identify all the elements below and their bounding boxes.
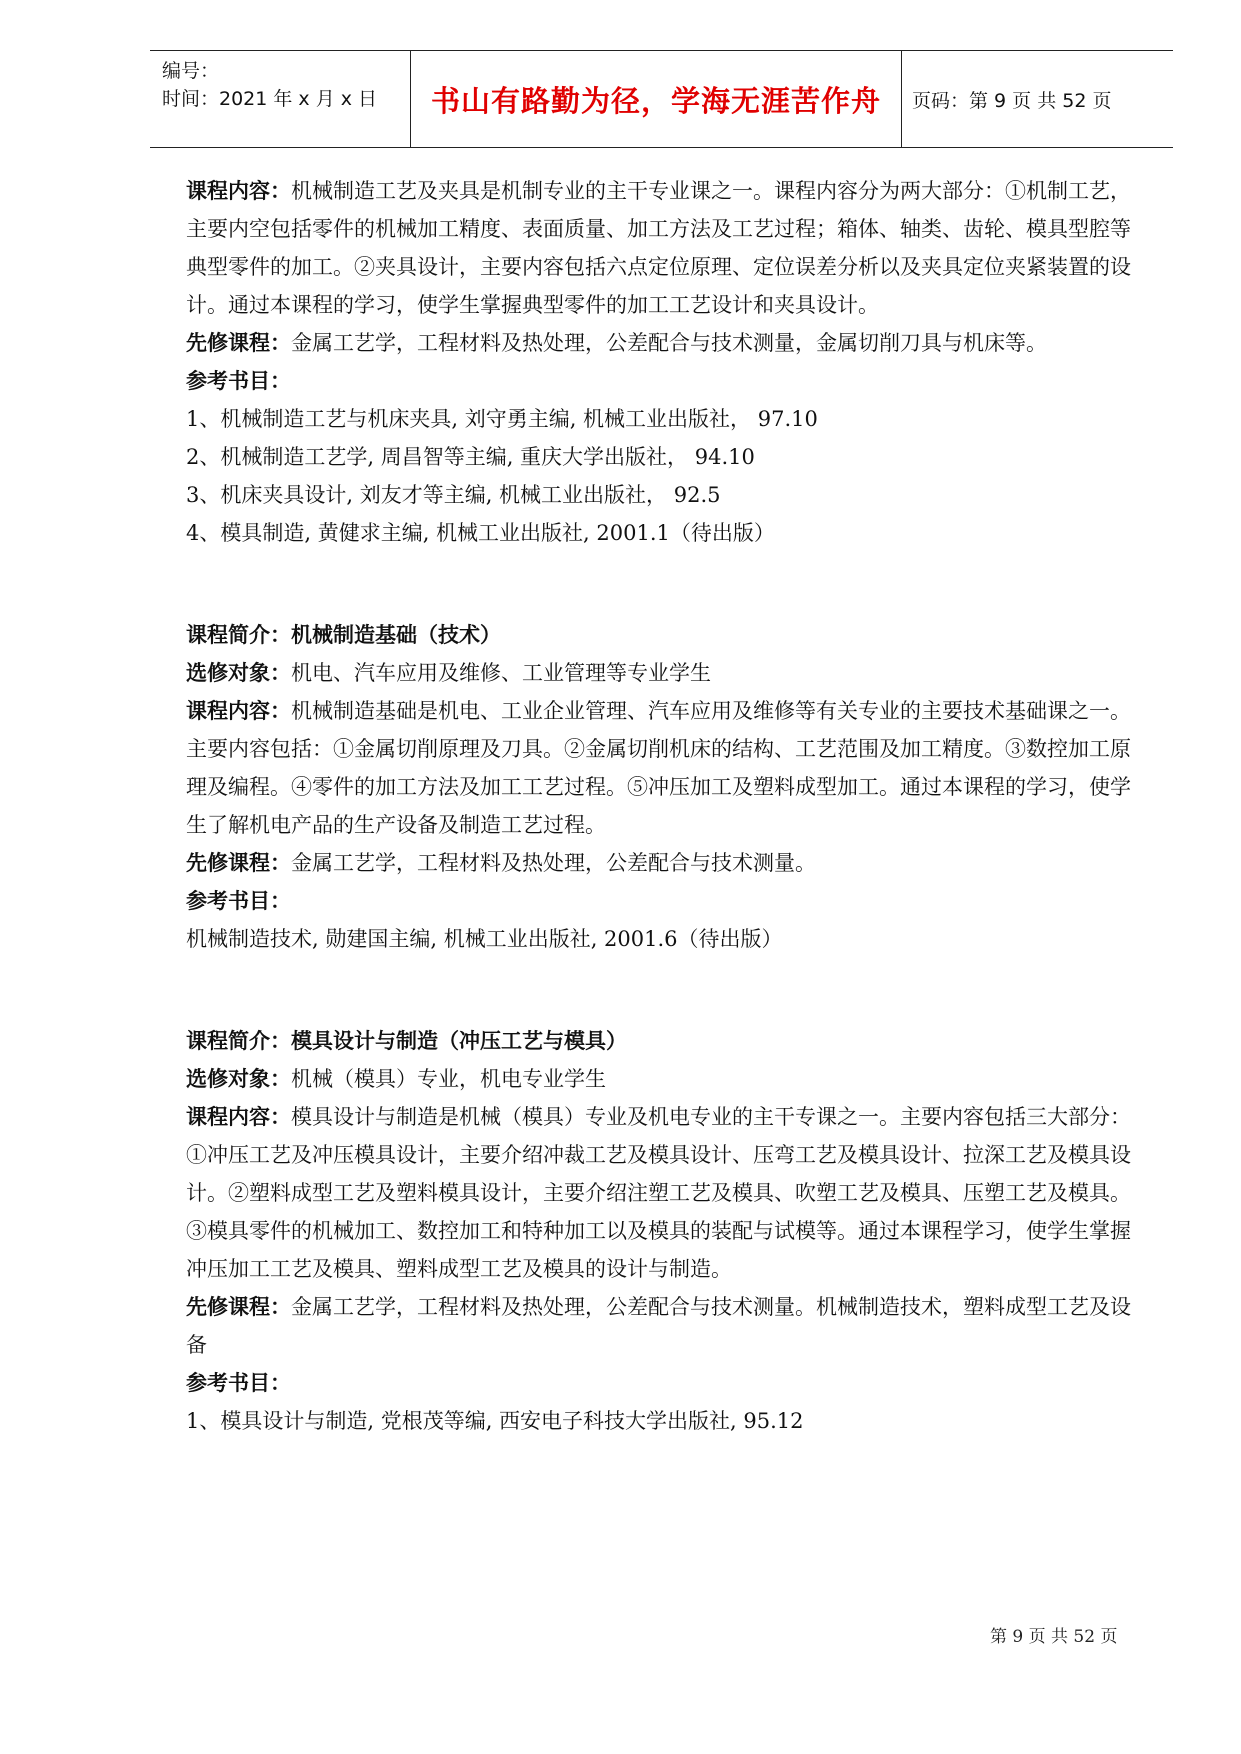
course-title — [186, 1022, 1146, 1060]
content-label: 课程内容： — [186, 179, 291, 203]
content-label: 课程内容： — [186, 1105, 291, 1129]
course-title-value: 模具设计与制造（冲压工艺与模具） — [291, 1029, 627, 1053]
course-target — [186, 1060, 1146, 1098]
title-label: 课程简介： — [186, 1029, 291, 1053]
course-content — [186, 1098, 1146, 1288]
header-page-info: 页码：第 9 页 共 52 页 — [912, 89, 1112, 112]
target-text: 机电、汽车应用及维修、工业管理等专业学生 — [291, 661, 711, 685]
reference-item: 1、机械制造工艺与机床夹具, 刘守勇主编, 机械工业出版社， 97.10 — [186, 407, 818, 431]
document-body — [186, 172, 1146, 1440]
section-spacer — [186, 958, 1146, 1022]
reference-item: 4、模具制造, 黄健求主编, 机械工业出版社, 2001.1（待出版） — [186, 521, 775, 545]
course-title — [186, 616, 1146, 654]
prereq-text: 金属工艺学，工程材料及热处理，公差配合与技术测量，金属切削刀具与机床等。 — [291, 331, 1047, 355]
course-content — [186, 692, 1146, 844]
course-prereq — [186, 844, 1146, 882]
refs-heading — [186, 1364, 1146, 1402]
reference-item: 1、模具设计与制造, 党根茂等编, 西安电子科技大学出版社, 95.12 — [186, 1409, 804, 1433]
refs-label: 参考书目： — [186, 369, 291, 393]
refs-label: 参考书目： — [186, 1371, 291, 1395]
reference-item: 3、机床夹具设计, 刘友才等主编, 机械工业出版社， 92.5 — [186, 483, 721, 507]
target-text: 机械（模具）专业，机电专业学生 — [291, 1067, 606, 1091]
content-label: 课程内容： — [186, 699, 291, 723]
content-text: 机械制造基础是机电、工业企业管理、汽车应用及维修等有关专业的主要技术基础课之一。主要内容包括：①金属切削原理及刀具。②金属切削机床的结构、工艺范围及加工精度。③数控加工原理及编程。④零件的加工方法及加工工艺过程。⑤冲压加工及塑料成型加工。通过本课程的学习，使学生了解机电产品的生产设备及制造工艺过程。 — [186, 699, 1131, 837]
title-label: 课程简介： — [186, 623, 291, 647]
target-label: 选修对象： — [186, 1067, 291, 1091]
prereq-label: 先修课程： — [186, 1295, 291, 1319]
refs-label: 参考书目： — [186, 889, 291, 913]
number-label: 编号： — [162, 60, 220, 82]
course-prereq — [186, 1288, 1146, 1364]
motto-text: 书山有路勤为径，学海无涯苦作舟 — [430, 83, 881, 118]
header-page-cell — [902, 51, 1173, 147]
content-text: 机械制造工艺及夹具是机制专业的主干专业课之一。课程内容分为两大部分：①机制工艺，主要内空包括零件的机械加工精度、表面质量、加工方法及工艺过程；箱体、轴类、齿轮、模具型腔等典型零件的加工。②夹具设计，主要内容包括六点定位原理、定位误差分析以及夹具定位夹紧装置的设计。通过本课程的学习，使学生掌握典型零件的加工工艺设计和夹具设计。 — [186, 179, 1131, 317]
page-footer: 第 9 页 共 52 页 — [990, 1627, 1118, 1647]
section-spacer — [186, 552, 1146, 616]
header-motto-cell — [410, 51, 902, 147]
content-text: 模具设计与制造是机械（模具）专业及机电专业的主干专课之一。主要内容包括三大部分：①冲压工艺及冲压模具设计，主要介绍冲裁工艺及模具设计、压弯工艺及模具设计、拉深工艺及模具设计。②塑料成型工艺及塑料模具设计，主要介绍注塑工艺及模具、吹塑工艺及模具、压塑工艺及模具。③模具零件的机械加工、数控加工和特种加工以及模具的装配与试模等。通过本课程学习，使学生掌握冲压加工工艺及模具、塑料成型工艺及模具的设计与制造。 — [186, 1105, 1131, 1281]
reference-item: 2、机械制造工艺学, 周昌智等主编, 重庆大学出版社， 94.10 — [186, 445, 755, 469]
time-label: 时间：2021 年 x 月 x 日 — [162, 88, 378, 110]
refs-heading — [186, 362, 1146, 400]
prereq-label: 先修课程： — [186, 851, 291, 875]
course-prereq — [186, 324, 1146, 362]
course-title-value: 机械制造基础（技术） — [291, 623, 501, 647]
reference-item: 机械制造技术, 勋建国主编, 机械工业出版社, 2001.6（待出版） — [186, 927, 783, 951]
prereq-label: 先修课程： — [186, 331, 291, 355]
prereq-text: 金属工艺学，工程材料及热处理，公差配合与技术测量。机械制造技术，塑料成型工艺及设备 — [186, 1295, 1131, 1357]
target-label: 选修对象： — [186, 661, 291, 685]
course-target — [186, 654, 1146, 692]
refs-heading — [186, 882, 1146, 920]
course-content — [186, 172, 1146, 324]
course-section-3 — [186, 1022, 1146, 1440]
prereq-text: 金属工艺学，工程材料及热处理，公差配合与技术测量。 — [291, 851, 816, 875]
course-section-2 — [186, 616, 1146, 958]
header-left-cell — [150, 51, 410, 147]
course-section-1 — [186, 172, 1146, 552]
page-header — [150, 50, 1173, 148]
